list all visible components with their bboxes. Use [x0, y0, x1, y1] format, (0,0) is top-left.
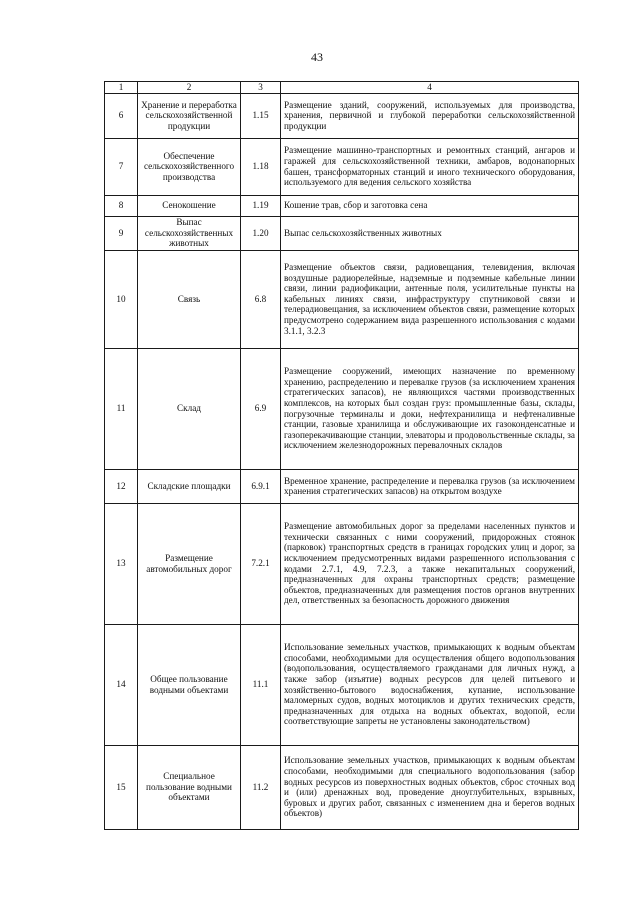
table-row	[105, 348, 579, 469]
row-description: Размещение сооружений, имеющих назначение по временному хранению, распределению и перевалке грузов (за исключением хранения стратегических запасов), не являющихся частями производственных комплексов, на которых был создан груз: промышленные базы, склады, погрузочные терминалы и доки, нефтехранилища и нефтеналивные станции, газовые хранилища и обслуживающие их газоконденсатные и газоперекачивающие станции, элеваторы и продовольственные склады, за исключением железнодорожных перевалочных складов	[281, 348, 579, 469]
table-row	[105, 503, 579, 624]
row-number: 11	[105, 348, 138, 469]
table-row	[105, 138, 579, 195]
row-code: 1.15	[241, 93, 281, 138]
row-number: 7	[105, 138, 138, 195]
column-header-number: 1	[105, 82, 138, 94]
column-header-code: 3	[241, 82, 281, 94]
row-name: Склад	[138, 348, 241, 469]
row-number: 9	[105, 216, 138, 250]
row-code: 11.1	[241, 624, 281, 745]
table-header-row	[105, 82, 579, 94]
row-number: 8	[105, 195, 138, 216]
row-code: 6.9.1	[241, 469, 281, 503]
land-use-table	[104, 81, 579, 830]
table-row	[105, 250, 579, 348]
row-number: 6	[105, 93, 138, 138]
table-row	[105, 745, 579, 829]
row-code: 1.20	[241, 216, 281, 250]
row-name: Выпас сельскохозяйственных животных	[138, 216, 241, 250]
row-name: Обеспечение сельскохозяйственного производства	[138, 138, 241, 195]
row-number: 12	[105, 469, 138, 503]
row-code: 7.2.1	[241, 503, 281, 624]
row-name: Общее пользование водными объектами	[138, 624, 241, 745]
row-name: Размещение автомобильных дорог	[138, 503, 241, 624]
table-row	[105, 93, 579, 138]
row-description: Размещение автомобильных дорог за пределами населенных пунктов и технически связанных с ними сооружений, придорожных стоянок (парковок) транспортных средств в границах городских улиц и дорог, за исключением предусмотренных видами разрешенного использования с кодами 2.7.1, 4.9, 7.2.3, а также некапитальных сооружений, предназначенных для охраны транспортных средств; размещение объектов, предназначенных для размещения постов органов внутренних дел, ответственных за безопасность дорожного движения	[281, 503, 579, 624]
page-number: 43	[311, 50, 323, 64]
row-description: Кошение трав, сбор и заготовка сена	[281, 195, 579, 216]
row-number: 15	[105, 745, 138, 829]
row-code: 6.9	[241, 348, 281, 469]
row-description: Использование земельных участков, примыкающих к водным объектам способами, необходимыми для осуществления общего водопользования (водопользования, осуществляемого гражданами для личных нужд, а также забор (изъятие) водных ресурсов для целей питьевого и хозяйственно-бытового водоснабжения, купание, использование маломерных судов, водных мотоциклов и других технических средств, предназначенных для отдыха на водных объектах, водопой, если соответствующие запреты не установлены законодательством)	[281, 624, 579, 745]
row-description: Выпас сельскохозяйственных животных	[281, 216, 579, 250]
row-number: 14	[105, 624, 138, 745]
row-description: Временное хранение, распределение и перевалка грузов (за исключением хранения стратегических запасов) на открытом воздухе	[281, 469, 579, 503]
row-code: 1.18	[241, 138, 281, 195]
column-header-name: 2	[138, 82, 241, 94]
row-name: Специальное пользование водными объектами	[138, 745, 241, 829]
row-description: Размещение машинно-транспортных и ремонтных станций, ангаров и гаражей для сельскохозяйственной техники, амбаров, водонапорных башен, трансформаторных станций и иного технического оборудования, используемого для ведения сельского хозяйства	[281, 138, 579, 195]
table-row	[105, 624, 579, 745]
row-code: 6.8	[241, 250, 281, 348]
row-name: Складские площадки	[138, 469, 241, 503]
table-row	[105, 469, 579, 503]
row-name: Хранение и переработка сельскохозяйственной продукции	[138, 93, 241, 138]
table-row	[105, 216, 579, 250]
column-header-description: 4	[281, 82, 579, 94]
row-description: Размещение объектов связи, радиовещания, телевидения, включая воздушные радиорелейные, надземные и подземные кабельные линии связи, линии радиофикации, антенные поля, усилительные пункты на кабельных линиях связи, инфраструктуру спутниковой связи и телерадиовещания, за исключением объектов связи, размещение которых предусмотрено содержанием вида разрешенного использования с кодами 3.1.1, 3.2.3	[281, 250, 579, 348]
row-code: 1.19	[241, 195, 281, 216]
row-code: 11.2	[241, 745, 281, 829]
table-row	[105, 195, 579, 216]
row-name: Сенокошение	[138, 195, 241, 216]
row-number: 13	[105, 503, 138, 624]
row-description: Размещение зданий, сооружений, используемых для производства, хранения, первичной и глубокой переработки сельскохозяйственной продукции	[281, 93, 579, 138]
row-name: Связь	[138, 250, 241, 348]
row-description: Использование земельных участков, примыкающих к водным объектам способами, необходимыми для специального водопользования (забор водных ресурсов из поверхностных водных объектов, сброс сточных вод и (или) дренажных вод, проведение дноуглубительных, взрывных, буровых и других работ, связанных с изменением дна и берегов водных объектов)	[281, 745, 579, 829]
row-number: 10	[105, 250, 138, 348]
